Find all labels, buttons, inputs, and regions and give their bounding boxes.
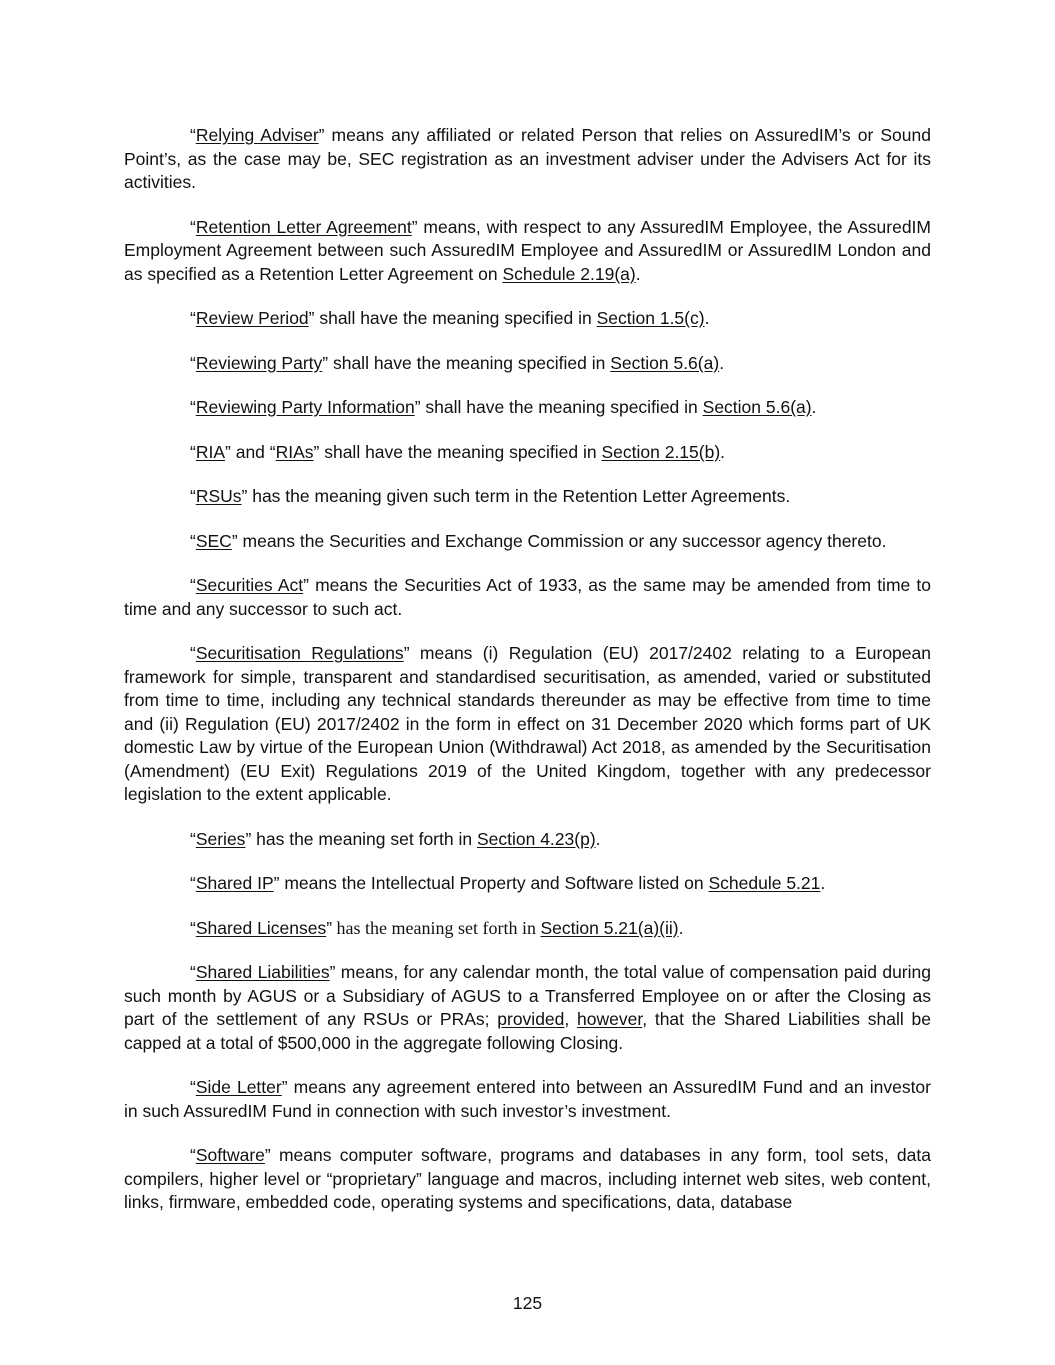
defined-term: RIA (195, 441, 226, 462)
defined-term: Reviewing Party (195, 352, 323, 373)
definition-software: “Software” means computer software, programs and databases in any form, tool sets, data compilers, higher level or “proprietary” language and macros, including internet web sites, web content, links, firmware, embedded code, operating systems and specifications, data, database (124, 1145, 931, 1212)
document-page (124, 124, 931, 1215)
cross-reference: Section 1.5(c) (596, 308, 705, 328)
defined-term: SEC (195, 530, 232, 551)
cross-reference: Section 5.6(a) (702, 397, 812, 417)
defined-term: Review Period (195, 308, 309, 328)
defined-term: RSUs (195, 486, 242, 506)
defined-term: Shared IP (195, 873, 274, 893)
definition-securitisation-regulations: “Securitisation Regulations” means (i) Regulation (EU) 2017/2402 relating to a European framework for simple, transparent and standardised securitisation, as amended, varied or substituted from time to time, including any technical standards thereunder as may be effective from time to time and (ii) Regulation (EU) 2017/2402 in the form in effect on 31 December 2020 which forms part of UK domestic Law by virtue of the European Union (Withdrawal) Act 2018, as amended by the Securitisation (Amendment) (EU Exit) Regulations 2019 of the United Kingdom, together with any predecessor legislation to the extent applicable. (124, 643, 931, 804)
definition-reviewing-party-information: “Reviewing Party Information” shall have the meaning specified in Section 5.6(a). (190, 397, 817, 417)
definition-shared-liabilities: “Shared Liabilities” means, for any calendar month, the total value of compensation paid during such month by AGUS or a Subsidiary of AGUS to a Transferred Employee on or after the Closing as part of the settlement of any RSUs or PRAs; provided, however, that the Shared Liabilities shall be capped at a total of $500,000 in the aggregate following Closing. (124, 962, 931, 1053)
definition-ria: “RIA” and “RIAs” shall have the meaning specified in Section 2.15(b). (190, 441, 726, 462)
proviso-provided: provided (497, 1009, 565, 1029)
definition-side-letter: “Side Letter” means any agreement entered into between an AssuredIM Fund and an investor in such AssuredIM Fund in connection with such investor’s investment. (124, 1077, 931, 1121)
cross-reference: Schedule 2.19(a) (502, 263, 636, 284)
defined-term: Reviewing Party Information (195, 397, 415, 417)
definition-relying-adviser: “Relying Adviser” means any affiliated or related Person that relies on AssuredIM’s or Sound Point’s, as the case may be, SEC registration as an investment adviser under the Advisers Act for its activities. (124, 125, 931, 192)
definition-securities-act: “Securities Act” means the Securities Act of 1933, as the same may be amended from time to time and any successor to such act. (124, 575, 931, 619)
definition-reviewing-party: “Reviewing Party” shall have the meaning specified in Section 5.6(a). (190, 352, 725, 373)
cross-reference: Schedule 5.21 (708, 873, 821, 893)
defined-term: Software (195, 1145, 265, 1165)
cross-reference: Section 5.6(a) (610, 352, 720, 373)
definition-series: “Series” has the meaning set forth in Section 4.23(p). (190, 828, 601, 849)
defined-term: Shared Licenses (195, 917, 327, 938)
defined-term: RIAs (275, 441, 314, 462)
defined-term: Side Letter (195, 1077, 282, 1097)
proviso-however: however (577, 1009, 643, 1029)
defined-term: Securitisation Regulations (195, 643, 404, 663)
cross-reference: Section 5.21(a)(ii) (540, 917, 679, 938)
definition-rsus: “RSUs” has the meaning given such term in the Retention Letter Agreements. (190, 486, 791, 506)
definition-shared-licenses: “Shared Licenses” has the meaning set forth in Section 5.21(a)(ii). (190, 917, 684, 938)
defined-term: Securities Act (195, 575, 304, 595)
definition-shared-ip: “Shared IP” means the Intellectual Property and Software listed on Schedule 5.21. (190, 873, 826, 893)
definition-sec: “SEC” means the Securities and Exchange Commission or any successor agency thereto. (190, 530, 887, 551)
definition-retention-letter-agreement: “Retention Letter Agreement” means, with respect to any AssuredIM Employee, the AssuredIM Employment Agreement between such AssuredIM Employee and AssuredIM or AssuredIM London and as specified as a Retention Letter Agreement on Schedule 2.19(a). (124, 216, 931, 284)
definition-review-period: “Review Period” shall have the meaning specified in Section 1.5(c). (190, 308, 710, 328)
defined-term: Relying Adviser (195, 125, 319, 145)
defined-term: Series (195, 828, 246, 849)
defined-term: Retention Letter Agreement (195, 216, 412, 237)
cross-reference: Section 2.15(b) (601, 441, 721, 462)
defined-term: Shared Liabilities (195, 962, 330, 982)
cross-reference: Section 4.23(p) (476, 828, 596, 849)
page-number: 125 (512, 1293, 543, 1313)
